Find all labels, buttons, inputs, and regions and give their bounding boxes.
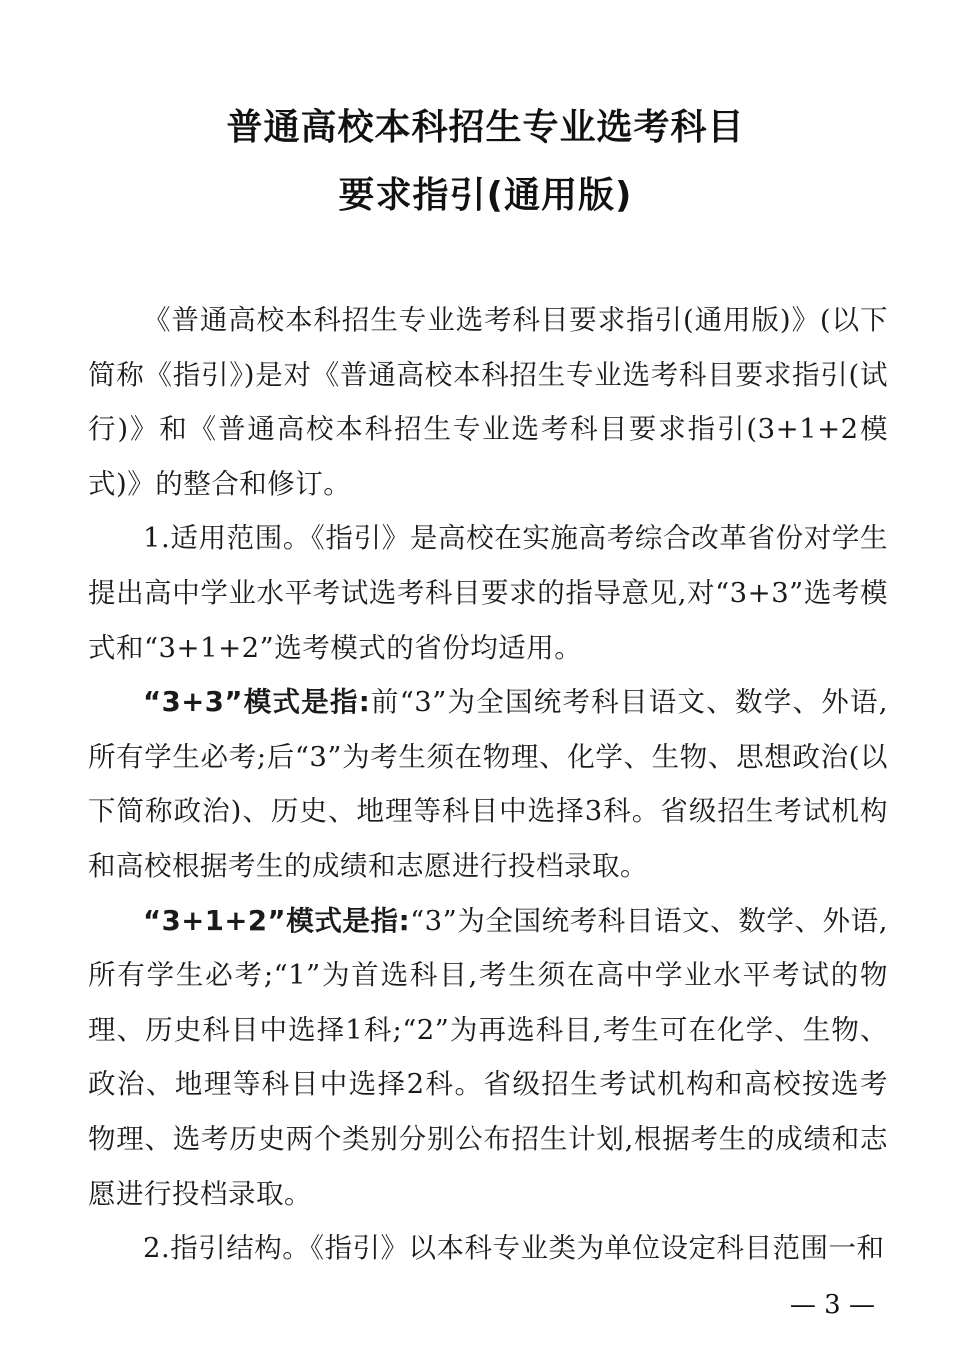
mode-3-3-text: 前“3”为全国统考科目语文、数学、外语,所有学生必考;后“3”为考生须在物理、化学、生物、思想政治(以下简称政治)、历史、地理等科目中选择3科。省级招生考试机构和高校根据考生的成绩和志愿进行投档录取。 <box>88 686 888 882</box>
mode-3-1-2-label: “3+1+2”模式是指: <box>143 904 411 937</box>
paragraph-intro: 《普通高校本科招生专业选考科目要求指引(通用版)》(以下简称《指引》)是对《普通高校本科招生专业选考科目要求指引(试行)》和《普通高校本科招生专业选考科目要求指引(3+1+2模式)》的整合和修订。 <box>88 304 888 500</box>
document-title-line-2: 要求指引(通用版) <box>338 175 633 216</box>
document-body <box>88 293 888 1276</box>
paragraph-scope: 1.适用范围。《指引》是高校在实施高考综合改革省份对学生提出高中学业水平考试选考科目要求的指导意见,对“3+3”选考模式和“3+1+2”选考模式的省份均适用。 <box>88 522 888 664</box>
paragraph-mode-3-1-2 <box>88 894 888 1222</box>
mode-3-3-label: “3+3”模式是指: <box>143 686 371 719</box>
page-number: — 3 — <box>789 1290 875 1320</box>
paragraph-mode-3-3 <box>88 675 888 893</box>
document-title-line-1: 普通高校本科招生专业选考科目 <box>226 107 745 148</box>
mode-3-1-2-text: “3”为全国统考科目语文、数学、外语,所有学生必考;“1”为首选科目,考生须在高中学业水平考试的物理、历史科目中选择1科;“2”为再选科目,考生可在化学、生物、政治、地理等科目中选择2科。省级招生考试机构和高校按选考物理、选考历史两个类别分别公布招生计划,根据考生的成绩和志愿进行投档录取。 <box>88 904 888 1210</box>
paragraph-structure: 2.指引结构。《指引》以本科专业类为单位设定科目范围一和 <box>143 1232 885 1265</box>
